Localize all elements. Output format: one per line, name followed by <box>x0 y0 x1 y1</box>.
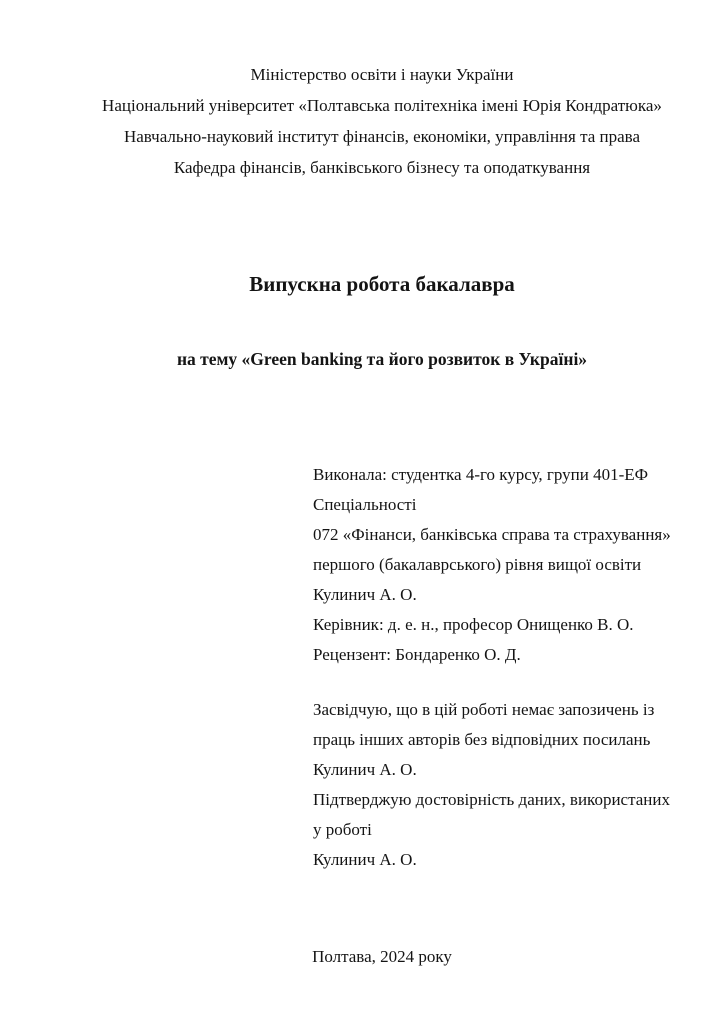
thesis-topic: на тему «Green banking та його розвиток в Україні» <box>176 349 588 369</box>
declaration-signature-2: Кулинич А. О. <box>313 850 417 869</box>
speciality-label: Спеціальності <box>313 495 417 514</box>
page-title: Випускна робота бакалавра <box>249 272 515 296</box>
declaration-block <box>313 695 684 875</box>
declaration-line-1: Засвідчую, що в цій роботі немає запозичень із <box>313 700 655 719</box>
reviewer-line: Рецензент: Бондаренко О. Д. <box>313 645 521 664</box>
footer-city-year: Полтава, 2024 року <box>312 947 452 966</box>
ministry-line: Міністерство освіти і науки України <box>250 65 514 84</box>
department-line: Кафедра фінансів, банківського бізнесу та оподаткування <box>173 158 591 177</box>
confirmation-line-2: у роботі <box>313 820 372 839</box>
declaration-signature-1: Кулинич А. О. <box>313 760 417 779</box>
performed-by-line: Виконала: студентка 4-го курсу, групи 401-ЕФ <box>313 465 649 484</box>
author-block <box>313 460 684 670</box>
confirmation-line-1: Підтверджую достовірність даних, використаних <box>313 790 670 809</box>
supervisor-line: Керівник: д. е. н., професор Онищенко В. О. <box>313 615 634 634</box>
institution-header <box>90 59 674 183</box>
student-name: Кулинич А. О. <box>313 585 417 604</box>
degree-level-line: першого (бакалаврського) рівня вищої освіти <box>313 555 642 574</box>
university-line: Національний університет «Полтавська політехніка імені Юрія Кондратюка» <box>102 96 662 115</box>
speciality-code: 072 «Фінанси, банківська справа та страхування» <box>313 525 671 544</box>
institute-line: Навчально-науковий інститут фінансів, економіки, управління та права <box>123 127 641 146</box>
declaration-line-2: праць інших авторів без відповідних посилань <box>313 730 651 749</box>
